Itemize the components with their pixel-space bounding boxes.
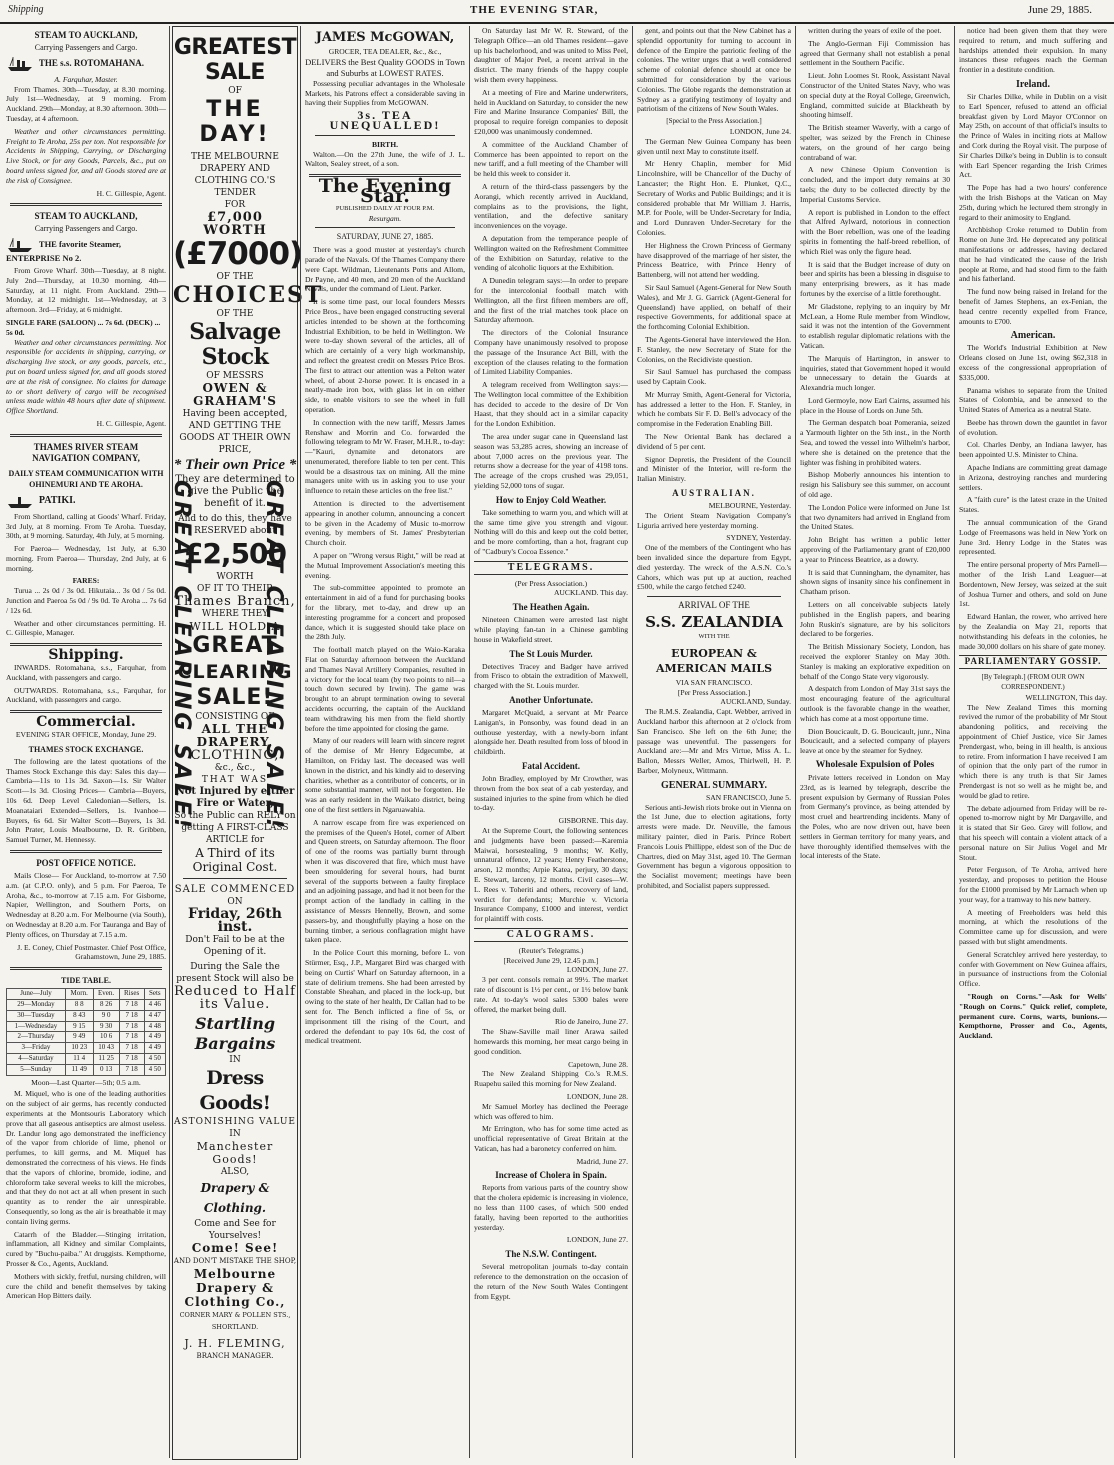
ad-line-third: A Third of its Original Cost. (192, 846, 278, 874)
exchange-text: The following are the latest quotations of the Thames Stock Exchange this day: Sales this day— Cambria—11s to 11s 3d. Saxon—1s. Sir Walter Scott—1s 3d. Closing Prices— Cambria—Buyers, 10s 6d. Deep Level Caledonian—Sellers, 1s. Moanataiari Extended—Sellers, 1s. Ivanhoe—Buyers, 6s 6d. Sir Walter Scott—Buyers, 1s 3d. John Prater, Louis Mealbourne, D. R. Gribben, Samuel Turner, M. Hennessy. (6, 756, 166, 845)
steam2-note: Weather and other circumstances permitting. Not responsible for accidents in shipping, carrying, or discharging live stock, or any goods, parcels, etc., put on board unless signed for, and all goods stored are at the risk of consignee. No claims for damage to or short delivery of cargo will be recognised unless made within 48 hours after date of shipment. Office Shortland. (6, 337, 166, 416)
tide-cell: 4 47 (144, 1010, 165, 1021)
editorial-para: There was a good muster at yesterday's church parade of the Navals. Of the Thames Company there were Capt. Wildman, Lieutenants Potts and Allom, Dr Payne, and 40 men, and 20 men of the Auckland Navals, under the command of Lieut. Parker. (305, 245, 465, 294)
tide-moon: Moon—Last Quarter—5th; 0.5 a.m. (31, 1077, 141, 1087)
dateline-auckland: AUCKLAND, Sunday. (720, 697, 791, 707)
telegrams-source: (Per Press Association.) (514, 578, 588, 588)
american-text: The World's Industrial Exhibition at New Orleans closed on June 1st, owing $62,318 in excess of the congressional appropriation of $335,000. (959, 343, 1107, 382)
ireland-text: Archbishop Croke returned to Dublin from Rome on June 3rd. He deprecated any political manifestations or addresses, having declared that he had vindicated the cause of the Irish people at Rome, and had stood firm to the faith and his fatherland. (959, 225, 1107, 284)
summary-para: A despatch from London of May 31st says the most encouraging feature of the agricultural outlook is the favorable change in the weather, which has come at a most opportune time. (800, 684, 950, 723)
evening-star-banner: The Evening Star. (318, 175, 452, 207)
editorial-para: It is some time past, our local founders Messrs Price Bros., have been engaged constructing several articles intended to be shown at the forthcoming Industrial Exhibition, to be held in Wellington. We were to-day shown several of the articles, all of which are certainly of a very high workmanship, and reflect the greatest credit on Messrs Price Bros. The first to attract our attention was a Pelton water wheel, of about 2-horse power. It is encased in a neatly-made iron box, with glass let in on either side, to enable visitors to see the wheel in full operation. (305, 297, 465, 414)
ad-line-7000-worth: £7,000 WORTH (203, 210, 267, 238)
tide-cell: 7 18 (119, 1021, 144, 1032)
steam2-fare: SINGLE FARE (SALOON) ... 7s 6d. (DECK) ... 5s 0d. (6, 317, 161, 337)
mcgowan-text2: Possessing peculiar advantages in the Wholesale Markets, his Patrons effect a considerable saving in having their Supplies from McGOWAN. (305, 78, 465, 108)
ad-line-startling: Startling (194, 1014, 276, 1033)
paper-title: THE EVENING STAR, (470, 4, 599, 16)
american-text: Beebe has thrown down the gauntlet in favor of evolution. (959, 417, 1107, 437)
mcgowan-name: JAMES McGOWAN, (315, 30, 455, 45)
summary-para: Lord Germoyle, now Earl Cairns, assumed his place in the House of Lords on June 5th. (800, 395, 950, 415)
steam1-agent: H. C. Gillespie, Agent. (96, 188, 166, 198)
ireland-text: The Pope has had a two hours' conference with the Irish Bishops at the Vatican on May 25th, during which he lectured them strongly in regard to their animosity to England. (959, 183, 1107, 222)
ad-line-rely: So the Public can RELY on getting A FIRST-CLASS ARTICLE for (174, 811, 296, 845)
paeroa-schedule: For Paeroa— Wednesday, 1st July, at 6.30 morning. From Paeroa— Thursday, 2nd July, at 6 morning. (6, 544, 166, 573)
cholera-text: Reports from various parts of the country show that the cholera epidemic is increasing in violence, no less than 1100 cases, of which 500 ended fatally, having been reported to the authorities yesterday. (474, 1183, 628, 1232)
tide-row (7, 1032, 166, 1043)
steam2-heading: STEAM TO AUCKLAND, (34, 211, 138, 222)
ad-line-of-it: OF IT TO THEIR (197, 584, 273, 594)
editorial-para: In the Police Court this morning, before L. von Stürmer, Esq., J.P., Margaret Bird was charged with being on Curtis' Wharf on Saturday afternoon, in a state of delirium tremens. She had been arrested by Constable Sheahan, and placed in the lock-up, but owing to the state of her health, Dr Callan had to be sent for. The Bench inflicted a fine of 5s, or imprisonment till the rising of the Court, and ordered the defendant to pay 10s 6d, the cost of medical treatment. (305, 948, 465, 1046)
column-editorial (305, 26, 465, 1456)
gisborne-text: At the Supreme Court, the following sentences and judgments have been passed:—Karemia Maiwai, horsestealing, 9 months; W. Kelly, unnatural offence, 12 years; Henry Featherstone, arson, 12 months; Arpie Katea, perjury, 30 days; E. Stewart, larceny, 12 months. Civil cases—W. L. Rees v. Toheriti and others, recovery of land, verdict for defendants; Murchie v. Victoria Insurance Company, £1000 and interest, verdict for plaintiff with costs. (474, 825, 628, 924)
ad-line-friday: Friday, 26th inst. (188, 906, 282, 935)
tide-cell: 7 18 (119, 1064, 144, 1075)
mcgowan-text: DELIVERS the Best Quality GOODS in Town and Suburbs at LOWEST RATES. (305, 56, 465, 78)
zealandia-heading: S.S. ZEALANDIA (645, 613, 783, 632)
ad-line-salvage-stock: Salvage Stock (189, 319, 281, 370)
tide-cell: 4 50 (144, 1053, 165, 1064)
telegrams-heading: TELEGRAMS. (474, 561, 628, 575)
mcgowan-trade: GROCER, TEA DEALER, &c., &c., (328, 47, 442, 56)
fares-heading: FARES: (72, 576, 100, 586)
ireland-text: The fund now being raised in Ireland for the benefit of James Stephens, an ex-Fenian, the head centre recently expelled from France, amounts to £700. (959, 287, 1107, 326)
corns-advert: "Rough on Corns."—Ask for Wells' "Rough on Corns." Quick relief, complete, permanent cure. Corns, warts, bunions.—Kempthorne, Prosser and Co., Agents, Auckland. (959, 991, 1107, 1041)
ad-line-where: WHERE THEY (201, 609, 269, 619)
tide-col-header: Morn. (65, 989, 93, 1000)
ad-line-benefit: They are determined to give the Public the benefit of it. (175, 474, 295, 509)
dateline-london: LONDON, June 27. (566, 965, 628, 975)
ad-line-come-and-see: Come and See for Yourselves! (194, 1219, 276, 1241)
ad-line-dont-mistake: AND DON'T MISTAKE THE SHOP, (173, 1257, 297, 1265)
tide-row (7, 1021, 166, 1032)
special-label: [Special to the Press Association.] (666, 117, 762, 126)
american-text: A "faith cure" is the latest craze in the United States. (959, 495, 1107, 515)
tide-cell: 7 18 (119, 1053, 144, 1064)
ad-line-consisting: CONSISTING OF (195, 712, 275, 722)
tide-cell: 8 8 (65, 999, 93, 1010)
editorial-para: A narrow escape from fire was experienced on the premises of the Queen's Hotel, corner of Albert and Queen streets, on Saturday afternoon. The floor of one of the rooms was partially burnt through when it was discovered that fire, which must have been smouldering for several hours, had burnt several of the supports between a faulty fireplace and an adjoining passage, and had it not been for the prompt action of the landlady in calling in the assistance of Messrs Hennelly, Brown, and some passers-by, and thoughtfully playing a hose on the burning timber, a serious conflagration might have taken place. (305, 817, 465, 945)
cable-para: The Agents-General have interviewed the Hon. F. Stanley, the new Secretary of State for the Colonies, on the Recidiviste question. (637, 334, 791, 364)
steamship-icon (6, 492, 34, 510)
ad-line-manchester: Manchester Goods! (196, 1140, 274, 1166)
summary-para: written during the years of exile of the poet. (808, 26, 942, 35)
gossip-heading: PARLIAMENTARY GOSSIP. (959, 655, 1107, 669)
summary-heading: GENERAL SUMMARY. (661, 779, 767, 791)
heathen-heading: The Heathen Again. (512, 602, 590, 613)
patiki-schedule: From Shortland, calling at Goods' Wharf. Friday, 3rd July, at 8 morning. From Te Aroha. Tuesday, 30th, at 9 morning. Saturday, 4th July, at 5 morning. (6, 511, 166, 541)
ad-line-own-price: * Their own Price * (173, 457, 297, 473)
ad-line-all-drapery: ALL THE DRAPERY, (196, 722, 274, 749)
patiki-vessel: PATIKI. (38, 494, 76, 506)
steam1-vessel: THE s.s. ROTOMAHANA. (38, 57, 145, 68)
shipping-inwards: INWARDS. Rotomahana, s.s., Farquhar, from Auckland, with passengers and cargo. (6, 663, 166, 682)
cocoa-heading: How to Enjoy Cold Weather. (495, 494, 607, 505)
ireland-heading: Ireland. (1016, 78, 1050, 90)
tide-cell: 4 46 (144, 999, 165, 1010)
summary-para: The London Police were informed on June 1st that two dynamiters had arrived in England from the United States. (800, 502, 950, 532)
stlouis-text: Detectives Tracey and Badger have arrived from Frisco to obtain the extradition of Maxwell, charged with the St. Louis murder. (474, 661, 628, 691)
ad-line-not-injured: Not Injured by either Fire or Water, (175, 786, 295, 809)
nsw-heading: The N.S.W. Contingent. (505, 1249, 597, 1260)
summary-para: Lieut. John Loomes St. Rook, Assistant Naval Constructor of the United States Navy, who was on special duty at the Royal College, Greenwich, England, committed suicide at Blackheath by shooting himself. (800, 71, 950, 120)
thames-company-subheading: DAILY STEAM COMMUNICATION WITH OHINEMURI AND TE AROHA. (8, 468, 164, 489)
cholera-heading: Increase of Cholera in Spain. (495, 1170, 607, 1181)
press-label: [Per Press Association.] (677, 687, 751, 697)
gossip-text: The debate adjourned from Friday will be re-opened to-morrow night by Mr Dargaville, and it is stated that Sir Geo. Grey will follow, and that his speech will contain a violent attack of a personal nature on Sir Julius Vogel and Mr Stout. (959, 803, 1107, 862)
ad-line-will-hold: WILL HOLD A (189, 620, 281, 633)
tide-row (7, 1010, 166, 1021)
ad-line-owen-graham: OWEN & GRAHAM'S (193, 381, 277, 408)
american-text: The entire personal property of Mrs Parnell—mother of the Irish Land Leaguer—at Bordentown, New Jersey, was seized at the suit of Joshua Turner and others, and sold on June 1st. (959, 560, 1107, 609)
ad-line-greatest-sale: GREATEST SALE (173, 35, 297, 85)
tide-cell: 10 43 (93, 1043, 119, 1054)
tide-cell: 9 49 (65, 1032, 93, 1043)
issue-date: June 29, 1885. (1027, 4, 1092, 16)
cable-para: Mr Murray Smith, Agent-General for Victoria, has addressed a letter to the Hon. F. Stanley, in which he combats Sir F. D. Bell's advocacy of the compromise in the Federation Enabling Bill. (637, 389, 791, 429)
ad-line-drapery-clothing: Drapery & Clothing. (200, 1181, 270, 1215)
american-text: Apache Indians are committing great damage in Arizona, destroying ranches and murdering settlers. (959, 463, 1107, 492)
tide-col-header: June—July (7, 989, 66, 1000)
cable-para: The German New Guinea Company has been given until next May to constitute itself. (637, 136, 791, 156)
tide-cell: 11 49 (65, 1064, 93, 1075)
unfortunate-text: Margaret McQuaid, a servant at Mr Pearce Lanigan's, in Ponsonby, was found dead in an outhouse yesterday, with a newly-born infant alongside her. Death resulted from loss of blood in childbirth. (474, 708, 628, 757)
ad-line-the-day: THE DAY! (199, 97, 271, 147)
summary-text: Serious anti-Jewish riots broke out in Vienna on the 1st June, due to election agitations, forty arrests were made. Dr. Neuville, the famous military painter, died in Paris. Prince Robert Francois Louis Phillippe, eldest son of the Duc de Chartres, died on May 31st, aged 10. The German Government has begun a vigorous opposition to the Socialist movement; meetings have been prohibited, and Socialist papers suppressed. (637, 802, 791, 890)
steam1-schedule: From Thames. 30th—Tuesday, at 8.30 morning. July 1st—Wednesday, at 9 morning. From Auckland. 29th—Monday, at 8.30 afternoon. 30th—Tuesday, at 4 afternoon. (6, 84, 166, 123)
summary-para: A report is published in London to the effect that Alfred Aylward, notorious in connection with the Boer rebellion, was one of the leading spirits in fomenting the half-breed rebellion, of which Riel was only the figure head. (800, 207, 950, 256)
editorial-para: A paper on "Wrong versus Right," will be read at the Mutual Improvement Association's meeting this evening. (305, 551, 465, 580)
ad-line-fleming: J. H. FLEMING, (184, 1337, 286, 1350)
cable-para: Sir Saul Samuel (Agent-General for New South Wales), and Mr J. G. Garrick (Agent-General for Queensland) have applied, on behalf of their respective Governments, for additional space at the forthcoming Colonial Exhibition. (637, 282, 791, 332)
australian-heading: AUSTRALIAN. (672, 488, 756, 499)
steam1-note: Weather and other circumstances permitting. Freight to Te Aroha, 25s per ton. Not responsible for Accidents in Shipping, Carrying, or Discharging Live Stock, or for any Goods, Parcels, &c., put on board unless signed for, and all Goods stored are at the risk of Consignee. (6, 126, 166, 185)
summary-para: Mr Gladstone, replying to an inquiry by Mr McLean, a Home Rule member from Windlow, said it was not the intention of the Government to establish regular diplomatic relations with the Vatican. (800, 301, 950, 350)
ad-line-that-was: THAT WAS (201, 775, 269, 785)
tide-cell: 0 13 (93, 1064, 119, 1075)
ad-line-bargains: Bargains (194, 1034, 276, 1053)
ad-line-of: OF (228, 86, 242, 96)
ad-line-dress-goods: Dress Goods! (199, 1067, 271, 1114)
ad-line-clothing: CLOTHING, (190, 748, 280, 763)
nsw-text: Several metropolitan journals to-day contain reference to the demonstration on the occasion of the return of the New South Wales Contingent from Egypt. (474, 1262, 628, 1301)
dateline-capetown: Capetown, June 28. (568, 1059, 628, 1069)
ad-line-sale-commenced: SALE COMMENCED (174, 884, 296, 895)
tide-cell: 10 23 (65, 1043, 93, 1054)
news-para: On Saturday last Mr W. R. Steward, of the Telegraph Office—an old Thames resident—gave up his bachelorhood, and was united to Miss Peel, daughter of Major Peel, a recent arrival in the district. The many friends of the happy couple wish them every happiness. (474, 26, 628, 84)
american-text: Col. Charles Denby, an Indiana lawyer, has been appointed U.S. Minister to China. (959, 440, 1107, 460)
summary-para: The British steamer Waverly, with a cargo of spelter, was seized by the French in Chinese waters, on the ground of her cargo being contraband of war. (800, 123, 950, 162)
dateline-sf: SAN FRANCISCO, June 5. (705, 792, 791, 802)
exchange-heading: THAMES STOCK EXCHANGE. (28, 744, 144, 754)
calograms-heading: CALOGRAMS. (474, 928, 628, 942)
polish-text: Private letters received in London on May 23rd, as is learned by telegraph, describe the present expulsion by Germany of Russian Poles from Germany's province, as being attended by most cruel and heartrending incidents. Many of the Poles, who are now driven out, have been settlers in German territory for many years, and have thoroughly identified themselves with the local interests of the State. (800, 772, 950, 861)
tide-cell: 10 6 (93, 1032, 119, 1043)
column-cables (637, 26, 791, 1456)
ad-line-in: IN (229, 1055, 241, 1065)
ad-line-manager: BRANCH MANAGER. (196, 1352, 274, 1360)
side-banner-right: GREAT CLEARING SALE! (261, 480, 286, 832)
steam1-subheading: Carrying Passengers and Cargo. (34, 43, 138, 52)
dateline-wellington: WELLINGTON, This day. (1025, 692, 1107, 702)
steamship-icon (6, 236, 34, 254)
calograms-source: (Reuter's Telegrams.) (518, 945, 584, 955)
tide-cell: 30—Tuesday (7, 1010, 66, 1021)
summary-para: Bishop Moberly announces his intention to resign his Salisbury see this summer, on account of old age. (800, 470, 950, 500)
dateline-madrid: Madrid, June 27. (576, 1156, 628, 1166)
editorial-para: Many of our readers will learn with sincere regret of the demise of Mr Henry Edgecumbe, at Hamilton, on Friday last. The deceased was well known in the district, and his kindly aid to deserving charities, whether as a contributor of concerts, or in some substantial manner, will not be forgotten. He was an early resident in the Waikato district, being one of the first settlers in Ngaruawahia. (305, 736, 465, 814)
tide-col-header: Even. (93, 989, 119, 1000)
cable-para: Mr Henry Chaplin, member for Mid Lincolnshire, will be Chancellor of the Duchy of Lancaster; the Right Hon. E. Plunket, Q.C., Secretary of Works and Public Buildings; and it is considered probable that Mr William J. Harris, M.P. for Poole, will be Under-Secretary for India, and Lord Dunraven Under-Secretary for the Colonies. (637, 159, 791, 237)
tide-cell: 9 15 (65, 1021, 93, 1032)
tide-row (7, 1064, 166, 1075)
fatal-text: John Bradley, employed by Mr Crowther, was thrown from the box seat of a cab yesterday, and sustained injuries to the spine from which he died to-day. (474, 774, 628, 813)
steam2-schedule: From Grove Wharf. 30th—Tuesday, at 8 night. July 2nd—Thursday, at 10.30 morning. 4th—Saturday, at 11 night. From Auckland. 29th—Monday, at 12 midnight. 1st—Wednesday, at 3 afternoon. 3rd—Friday, at 6 midnight. (6, 265, 166, 315)
ad-line-great: GREAT (192, 633, 278, 658)
ad-line-during-sale: During the Sale the present Stock will also be (176, 962, 294, 984)
ad-line-thames-branch: Thames Branch, (174, 594, 296, 609)
tide-cell: 11 25 (93, 1053, 119, 1064)
tide-cell: 2—Thursday (7, 1032, 66, 1043)
news-para: The directors of the Colonial Insurance Company have unanimously resolved to propose the passage of the Insurance Act Bill, with the exception of the clauses relating to the formation of Limited Liability Companies. (474, 328, 628, 377)
dateline-auckland: AUCKLAND. This day. (553, 588, 628, 598)
steam2-vessel: THE favorite Steamer, ENTERPRISE No 2. (6, 238, 121, 264)
news-para: The area under sugar cane in Queensland last season was 53,285 acres, showing an increase of about 7,000 acres on the previous year. The returns show a decrease for the year of 4198 tons. The acreage of the crops crushed was 29,051, yielding 52,000 tons of sugar. (474, 432, 628, 491)
tide-header-row (7, 989, 166, 1000)
dateline-london-2: LONDON, June 28. (566, 1091, 628, 1101)
tide-col-header: Sets (144, 989, 165, 1000)
news-para: A committee of the Auckland Chamber of Commerce has been appointed to report on the new tariff, and a full meeting of the Chamber will be held this week to consider it. (474, 139, 628, 179)
london-text: 3 per cent. consols remain at 99½. The market rate of discount is 1½ per cent., or 1½ below bank rate. At to-day's wool sales 5300 bales were offered, the market being dull. (474, 975, 628, 1014)
tide-cell: 7 18 (119, 1032, 144, 1043)
ad-line-etc: &c., &c., (214, 763, 256, 773)
gossip-text: Peter Ferguson, of Te Aroha, arrived here yesterday, and proposes to petition the House for the £1000 promised by Mr Larnach when up your way, for a tramway to his new battery. (959, 865, 1107, 904)
heathen-text: Nineteen Chinamen were arrested last night while playing fan-tan in a Chinese gambling house in Wakefield street. (474, 615, 628, 644)
tide-cell: 7 18 (119, 1043, 144, 1054)
summary-para: John Bright has written a public letter approving of the Parliamentary grant of £20,000 a year to Princess Beatrice, as a dowry. (800, 535, 950, 564)
fatal-heading: Fatal Accident. (522, 761, 580, 771)
ad-line-for: FOR (224, 200, 246, 210)
unfortunate-heading: Another Unfortunate. (509, 695, 593, 706)
post-office-heading: POST OFFICE NOTICE. (36, 858, 136, 869)
editorial-para: The football match played on the Waio-Karaka Flat on Saturday afternoon between the Auckland and Thames Naval Artillery Companies, resulted in a victory for the local team (by two points to nil—a touch down secured by Irwin). The game was brought to an abrupt termination owing to several accidents occurring, the captain of the Auckland team withdrawing his men from the field shortly before the time appointed for closing the game. (305, 645, 465, 733)
ad-line-clearing: CLEARING (177, 661, 293, 683)
tide-cell: 4 49 (144, 1043, 165, 1054)
tea-advert: 3s. TEA UNEQUALLED! (329, 108, 441, 132)
gossip-text: The New Zealand Times this morning revived the rumor of the probability of Mr Stout abandoning politics, and receiving the appointment of Chief Justice, vice Sir James Prendergast, who, being in ill health, is anxious to retire. From information I have received I am of opinion that the only part of the rumor in which there is any truth is that Sir James Prendergast is not so well as he might be, and would be glad to retire. (959, 702, 1107, 800)
summary-para: The British Missionary Society, London, has received the explorer Stanley on May 30th. Stanley is making an explorative expedition on behalf of the Congo State very vigorously. (800, 642, 950, 681)
editorial-para: Attention is directed to the advertisement appearing in another column, announcing a concert to be given in the Academy of Music to-morrow evening, by members of St. James' Presbyterian Church choir. (305, 499, 465, 548)
polish-heading: Wholesale Expulsion of Poles (815, 759, 935, 770)
via-label: VIA SAN FRANCISCO. (675, 677, 753, 687)
ad-line-of-the-2: OF THE (216, 309, 254, 319)
steamship-icon (6, 55, 34, 73)
tide-row (7, 1053, 166, 1064)
summary-para: It is said that Cunningham, the dynamiter, has shown signs of insanity since his confinement in Chatham prison. (800, 567, 950, 597)
banner-published: PUBLISHED DAILY AT FOUR P.M. (335, 204, 435, 212)
american-text: Panama wishes to separate from the United States of Colombia, and be annexed to the United States of America as a neutral State. (959, 385, 1107, 415)
ad-line-of-the: OF THE (216, 272, 254, 282)
thames-company-heading: THAMES RIVER STEAM NAVIGATION COMPANY, (32, 441, 140, 463)
commercial-office: EVENING STAR OFFICE, Monday, June 29. (15, 730, 157, 740)
ad-line-in-2: IN (229, 1129, 241, 1139)
column-foreign (959, 26, 1107, 1456)
column-news (474, 26, 628, 1456)
commercial-heading: Commercial. (36, 714, 136, 731)
tide-cell: 4—Saturday (7, 1053, 66, 1064)
ad-line-reduced: Reduced to Half its Value. (174, 984, 296, 1012)
gossip-text: A meeting of Freeholders was held this morning, at which the resolutions of the Committee came up for discussion, and were passed with but slight amendments. (959, 907, 1107, 946)
mothers-advert: Mothers with sickly, fretful, nursing children, will cure the child and benefit themselves by taking American Hop Bitters daily. (6, 1271, 166, 1301)
dateline-melbourne: MELBOURNE, Yesterday. (708, 501, 791, 511)
tide-cell: 1—Wednesday (7, 1021, 66, 1032)
ad-line-on: ON (227, 897, 243, 907)
news-para: A return of the third-class passengers by the Aorangi, which recently arrived in Auckland, complains as to the provisions, the light, ventilation, and the defective sanitary inconveniences on the voyage. (474, 181, 628, 231)
ad-line-also: ALSO, (220, 1167, 250, 1177)
gossip-source: [By Telegraph.] (FROM OUR OWN CORRESPONDENT.) (981, 673, 1085, 692)
with-the-label: WITH THE (698, 633, 730, 641)
editorial-date: SATURDAY, JUNE 27, 1885. (336, 232, 434, 242)
tide-table-heading: TIDE TABLE. (61, 976, 111, 986)
american-heading: American. (1010, 330, 1056, 342)
tide-cell: 29—Monday (7, 999, 66, 1010)
steam2-agent: H. C. Gillespie, Agent. (96, 418, 166, 428)
summary-para: The Anglo-German Fiji Commission has agreed that Germany shall not establish a penal settlement in the Southern Pacific. (800, 38, 950, 68)
dateline-rio: Rio de Janeiro, June 27. (555, 1017, 628, 1027)
editorial-para: In connection with the new tariff, Messrs James Renshaw and Morrin and Co. forwarded the following telegram to Mr W. Fraser, M.H.R., to-day:—"Kauri, dynamite and detonators are unenumerated, therefore liable to ten per cent. This would be a disastrous tax on mining. All the mine managers unite with us in asking you to use your influence to retain these articles on the free list." (305, 417, 465, 496)
catarrh-advert: Catarrh of the Bladder.—Stinging irritation, inflammation, all Kidney and similar Complaints, cured by "Buchu-paiba." At druggists. Kempthorne, Prosser & Co., Agents, Auckland. (6, 1229, 166, 1268)
tide-cell: 9 30 (93, 1021, 119, 1032)
tide-cell: 7 18 (119, 1010, 144, 1021)
ad-line-astonishing: ASTONISHING VALUE (174, 1117, 296, 1127)
tide-col-header: Rises (119, 989, 144, 1000)
fares-table: Turua ... 2s 0d / 3s 0d. Hikutaia... 3s 0d / 5s 0d. Junction and Paeroa 5s 0d / 9s 0d. Te Aroha ... 7s 6d / 12s 6d. (6, 586, 166, 615)
news-para: A deputation from the temperance people of Wellington waited on the Refreshment Committee of the Exhibition on Saturday, relative to the vending of alcoholic liquors at the Exhibition. (474, 233, 628, 273)
tide-row (7, 999, 166, 1010)
cocoa-advert: Take something to warm you, and which will at the same time give you strength and vigour. Nothing will do this and keep out the cold better, and be more comforting, than a hot, fragrant cup of "Cadbury's Cocoa Essence." (474, 507, 628, 557)
shipping-outwards: OUTWARDS. Rotomahana, s.s., Farquhar, for Auckland, with passengers and cargo. (6, 685, 166, 705)
sydney-text: One of the members of the Contingent who has been invalided since the departure from Egypt, died yesterday. The wreck of the A.S.N. Co.'s Cahors, which was put up at auction, reached £500, while the cargo fetched £240. (637, 543, 791, 592)
masthead (0, 0, 1114, 24)
clearing-sale-advert (169, 26, 324, 1460)
summary-para: Dion Boucicault, D. G. Boucicault, junr., Nina Boucicault, and a selected company of players leave at once by the steamer for Sydney. (800, 726, 950, 756)
column-summary (800, 26, 950, 1456)
ad-line-of-messrs: OF MESSRS (206, 371, 264, 381)
arrival-label: ARRIVAL OF THE (678, 600, 750, 611)
tide-cell: 4 48 (144, 1021, 165, 1032)
summary-para: The German despatch boat Pomerania, seized a Yarmouth lighter on the 5th inst., in the North Sea, and towed the vessel into Wilhelm's harbor, where she is detained on the pretence that the lighter was fishing in prohibited waters. (800, 418, 950, 467)
summary-para: The Marquis of Hartington, in answer to inquiries, stated that Government hoped it would be unnecessary to detain the Guards at Alexandria much longer. (800, 353, 950, 393)
cable-para: Signor Depretis, the President of the Council and Minister of the Interior, will re-form the Italian Ministry. (637, 454, 791, 484)
miquel-article: M. Miquel, who is one of the leading authorities on the subject of air germs, has recently conducted experiments at the Montsouris Laboratory which prove that all gaseous antiseptics are almost useless. Dr. Landur long ago demonstrated the inefficiency of the vapor from chloride of lime, phenol or perfumes, to kill germs, and M. Miquel has demonstrated the correctness of his views. He finds that the vapors of chlorine, bromide, iodine, and chloroform take several weeks to kill the microbes, and that they do not act at all when present in such quantity as to render the air unrespirable. Consequently, so long as the air is breathable it may contain living germs. (6, 1089, 166, 1226)
ad-line-worth: WORTH (216, 572, 254, 582)
tide-cell: 9 0 (93, 1010, 119, 1021)
rio-text: The Shaw-Saville mail liner Arawa sailed homewards this morning, her meat cargo being in good condition. (474, 1027, 628, 1056)
banner-motto: Resurgam. (368, 213, 402, 223)
news-para: A Dunedin telegram says:—In order to prepare for the intercolonial football match with Wellington, all the first fifteen members are off, and the first of the trial matches took place on Saturday afternoon. (474, 276, 628, 325)
section-label: Shipping (8, 4, 44, 15)
ad-line-accepted: Having been accepted, AND GETTING THE GOODS AT THEIR OWN PRICE, (179, 409, 291, 455)
ad-line-7000: (£7000) (173, 236, 303, 272)
calograms-received: [Received June 29, 12.45 p.m.] (503, 955, 599, 965)
ad-line-2500: £2,500 (183, 537, 287, 570)
summary-para: It is said that the Budget increase of duty on beer and spirits has been a blessing in disguise to many enterprising brewers, as it has made fortunes by the exercise of a little forethought. (800, 259, 950, 298)
tide-cell: 7 18 (119, 999, 144, 1010)
news-para: A telegram received from Wellington says:—The Wellington local committee of the Exhibition has decided to accede to the desire of Dr Von Haast, that they should act in a similar capacity for the London Exhibition. (474, 380, 628, 429)
side-banner-left: GREAT CLEARING SALE! (169, 480, 194, 832)
summary-para: Letters on all conceivable subjects lately published in the English papers, and bearing John Ruskin's signature, are by his solicitors declared to be forgeries. (800, 600, 950, 639)
shipping-heading: Shipping. (48, 647, 124, 664)
steam2-subheading: Carrying Passengers and Cargo. (34, 224, 138, 234)
post-office-sign: J. E. Coney, Chief Postmaster. Chief Post Office, Grahamstown, June 29, 1885. (17, 942, 166, 962)
cable-para: The New Oriental Bank has declared a dividend of 5 per cent. (637, 432, 791, 451)
dateline-london-4: LONDON, June 27. (566, 1235, 628, 1245)
editorial-para: The sub-committee appointed to promote an entertainment in aid of a fund for purchasing books for the library, met to-day, and drew up an interesting programme for a concert and proposed dance, which it is suggested should take place on the 28th July. (305, 583, 465, 642)
tide-cell: 11 4 (65, 1053, 93, 1064)
summary-para: A new Chinese Opium Convention is concluded, and the import duty remains at 30 taels; the duty to be collected directly by the Imperial Customs Service. (800, 165, 950, 204)
ad-line-melbourne-co: Melbourne Drapery & Clothing Co., (184, 1267, 286, 1309)
thames-note: Weather and other circumstances permitting. H. C. Gillespie, Manager. (6, 618, 166, 638)
melbourne-text: The Orient Steam Navigation Company's Liguria arrived here yesterday morning. (637, 510, 791, 530)
zealandia-text: The R.M.S. Zealandia, Capt. Webber, arrived in Auckland harbor this afternoon at 2 o'clock from San Francisco. She left on the 6th June; the passage was uneventful. The passengers for Auckland are:—Mr and Mrs Virtue, Miss A. L. Ballon, Messrs Weller, Amos, Thirlwell, H. P. Barber, Molyneux, Wittmann. (637, 707, 791, 775)
capetown-text: The New Zealand Shipping Co.'s R.M.S. Ruapehu sailed this morning for New Zealand. (474, 1069, 628, 1089)
ad-line-choicest: CHOICEST (173, 282, 324, 308)
ad-line-sale: SALE! (196, 685, 274, 710)
dateline-london: LONDON, June 24. (729, 126, 791, 136)
london-text-2: Mr Samuel Morley has declined the Peerage which was offered to him. (474, 1101, 628, 1121)
birth-heading: BIRTH. (371, 139, 399, 149)
ireland-text: Sir Charles Dilke, while in Dublin on a visit to Earl Spencer, refused to attend an official breakfast given by Lord Mayor O'Connor on May 25th, on account of that official's insults to the Prince of Wales in inciting riots at Mallow and Cork during the Royal visit. The purpose of Sir Charles Dilke's being in Dublin is to consult with Earl Spencer regarding the Irish Crimes Act. (959, 91, 1107, 180)
steam1-master: A. Farquhar, Master. (54, 74, 118, 84)
steam1-heading: STEAM TO AUCKLAND, (34, 30, 138, 40)
cable-para: gent, and points out that the New Cabinet has a splendid opportunity for turning to account in defence of the Empire the patriotic feeling of the colonies. The writer urges that a well considered scheme of colonial defence should at once be submitted for consideration by the various Colonies. The Globe regards the demonstration at Sydney as a gratifying testimony of loyalty and patriotism of the citizens of New South Wales. (637, 26, 791, 114)
mails-heading: EUROPEAN & AMERICAN MAILS (655, 646, 773, 675)
tide-cell: 5—Sunday (7, 1064, 66, 1075)
column-shipping (6, 26, 166, 1456)
tide-table (6, 988, 166, 1075)
stlouis-heading: The St Louis Murder. (509, 648, 593, 659)
tide-cell: 4 49 (144, 1032, 165, 1043)
tide-cell: 3—Friday (7, 1043, 66, 1054)
news-para: At a meeting of Fire and Marine underwriters, held in Auckland on Saturday, to consider the new Fire and Marine Insurance Companies' Bill, the proposal to require foreign companies to deposit £20,000 was unanimously condemned. (474, 87, 628, 136)
dateline-sydney: SYDNEY, Yesterday. (726, 533, 791, 543)
foreign-para: notice had been given them that they were required to return, and much suffering and hardships attended their expulsion. In many instances these refugees reach the German frontier in a destitute condition. (959, 26, 1107, 75)
gossip-text: General Scratchley arrived here yesterday, to confer with Government on New Guinea affairs, in pursuance of instructions from the Colonial Office. (959, 949, 1107, 989)
tide-cell: 8 26 (93, 999, 119, 1010)
american-text: The annual communication of the Grand Lodge of Freemasons was held in New York on June 3rd. Henry Lodge in the States was represented. (959, 518, 1107, 557)
tide-row (7, 1043, 166, 1054)
london-text-3: Mr Errington, who has for some time acted as unofficial representative of Great Britain at the Vatican, has had a baronetcy conferred on him. (474, 1124, 628, 1153)
post-office-text: Mails Close— For Auckland, to-morrow at 7.50 a.m. (at C.P.O. only), and 5 p.m. For Paeroa, Te Aroha, &c., to-morrow at 7.15 a.m. For Gisborne, Napier, Wellington, and Southern Ports, on Wednesday at 8.20 a.m. For Melbourne (via South), on Wednesday at 8.20 a.m. For Tauranga and Bay of Plenty offices, on Thursday at 7.15 a.m. (6, 871, 166, 939)
ad-line-reserved: And to do this, they have RESERVED about (178, 514, 292, 536)
dateline-gisborne: GISBORNE. This day. (558, 816, 628, 826)
tide-cell: 8 43 (65, 1010, 93, 1021)
ad-line-address: CORNER MARY & POLLEN STS., SHORTLAND. (179, 1311, 291, 1331)
ad-line-melbourne-drapery: THE MELBOURNE DRAPERY AND CLOTHING CO.'S TENDER (190, 152, 279, 198)
tide-cell: 4 50 (144, 1064, 165, 1075)
cable-para: Her Highness the Crown Princess of Germany have disapproved of the marriage of her sister, the Princess Beatrice, with Prince Henry of Battenberg, will not attend her wedding. (637, 240, 791, 280)
cable-para: Sir Saul Samuel has purchased the compass used by Captain Cook. (637, 367, 791, 387)
birth-notice: Walton.—On the 27th June, the wife of J. L. Walton, Sealey street, of a son. (305, 149, 465, 169)
ad-line-come-see: Come! See! (191, 1241, 279, 1255)
ad-line-dont-fail: Don't Fail to be at the Opening of it. (185, 935, 285, 957)
american-text: Edward Hanlan, the rower, who arrived here by the Zealandia on May 21, reports that notwithstanding his defeats in the colonies, he made 30,000 dollars on his share of gate money. (959, 612, 1107, 651)
